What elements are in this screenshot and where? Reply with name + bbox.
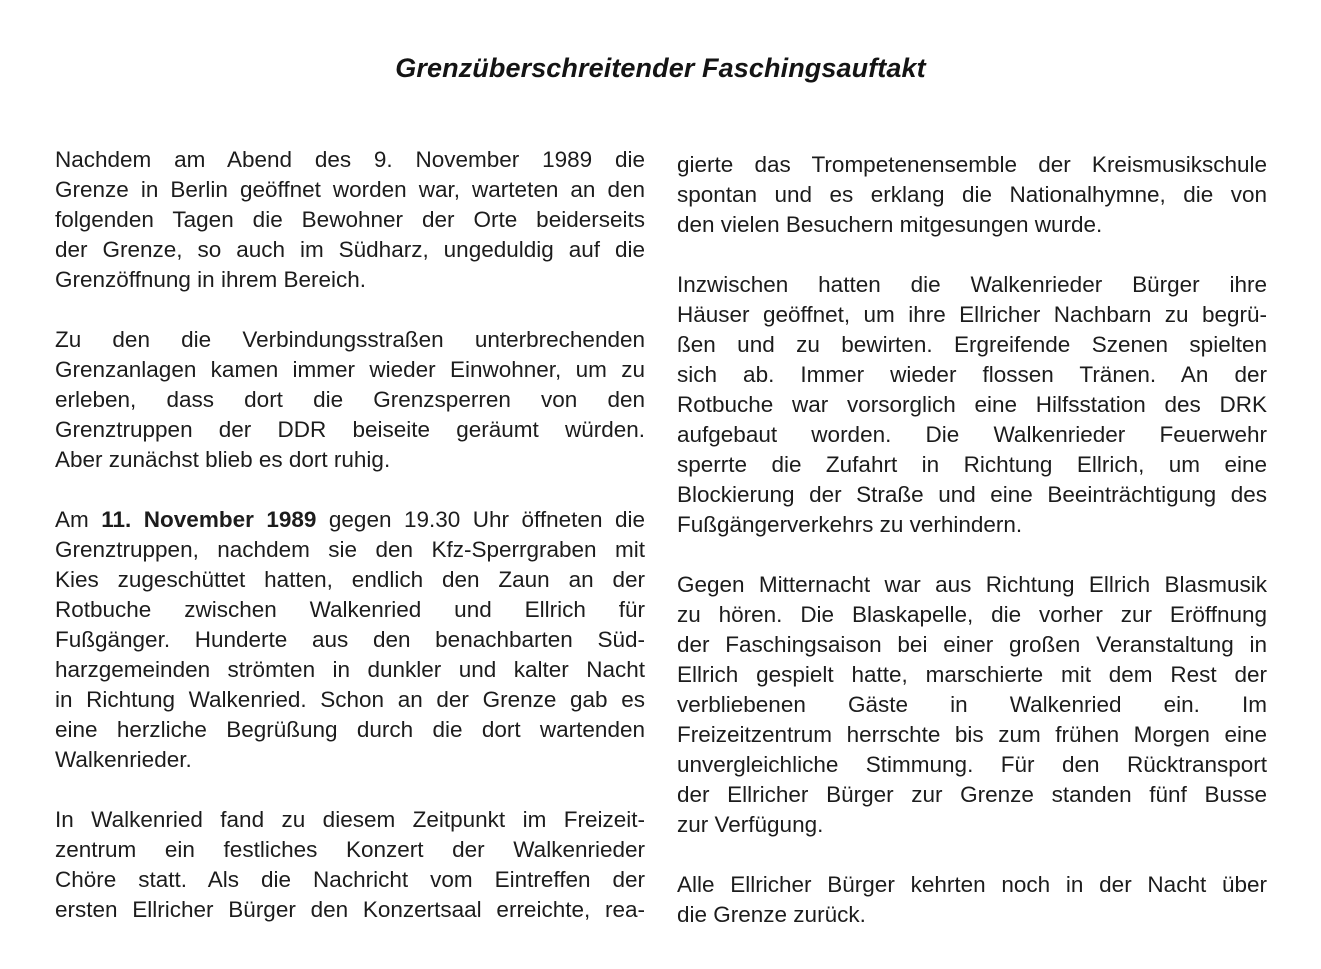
text-line: verbliebenen Gäste in Walkenried ein. Im — [677, 692, 1267, 717]
text-line: Alle Ellricher Bürger kehrten noch in der Nacht über — [677, 872, 1267, 897]
text-line: Grenze in Berlin geöffnet worden war, warteten an den — [55, 177, 645, 202]
right-column — [677, 150, 1267, 960]
text-line: Freizeitzentrum herrschte bis zum frühen Morgen eine — [677, 722, 1267, 747]
text-line: In Walkenried fand zu diesem Zeitpunkt im Freizeit- — [55, 807, 645, 832]
text-segment: Am — [55, 507, 102, 532]
text-line: Blockierung der Straße und eine Beeinträchtigung des — [677, 482, 1267, 507]
text-line: in Richtung Walkenried. Schon an der Grenze gab es — [55, 687, 645, 712]
text-line: Grenztruppen, nachdem sie den Kfz-Sperrgraben mit — [55, 537, 645, 562]
text-line: Fußgängerverkehrs zu verhindern. — [677, 512, 1023, 537]
paragraph — [55, 325, 645, 475]
text-line: Grenzöffnung in ihrem Bereich. — [55, 267, 367, 292]
text-line: Rotbuche zwischen Walkenried und Ellrich für — [55, 597, 645, 622]
text-line: zu hören. Die Blaskapelle, die vorher zur Eröffnung — [677, 602, 1267, 627]
paragraph — [55, 145, 645, 295]
text-line: der Grenze, so auch im Südharz, ungeduldig auf die — [55, 237, 645, 262]
text-line: Fußgänger. Hunderte aus den benachbarten Süd- — [55, 627, 645, 652]
text-line: zentrum ein festliches Konzert der Walkenrieder — [55, 837, 645, 862]
text-line: Walkenrieder. — [55, 747, 192, 772]
text-line: unvergleichliche Stimmung. Für den Rücktransport — [677, 752, 1267, 777]
text-line: der Ellricher Bürger zur Grenze standen fünf Busse — [677, 782, 1267, 807]
text-line: folgenden Tagen die Bewohner der Orte beiderseits — [55, 207, 645, 232]
text-line: eine herzliche Begrüßung durch die dort wartenden — [55, 717, 645, 742]
text-line: Kies zugeschüttet hatten, endlich den Zaun an der — [55, 567, 645, 592]
text-line: erleben, dass dort die Grenzsperren von den — [55, 387, 645, 412]
text-line: sich ab. Immer wieder flossen Tränen. An der — [677, 362, 1267, 387]
text-line: Inzwischen hatten die Walkenrieder Bürger ihre — [677, 272, 1267, 297]
text-line: ersten Ellricher Bürger den Konzertsaal erreichte, rea- — [55, 897, 645, 922]
text-line — [55, 505, 645, 535]
text-line: gierte das Trompetenensemble der Kreismusikschule — [677, 152, 1267, 177]
text-line: Grenzanlagen kamen immer wieder Einwohner, um zu — [55, 357, 645, 382]
text-line: Grenztruppen der DDR beiseite geräumt würden. — [55, 417, 645, 442]
text-line: zur Verfügung. — [677, 812, 824, 837]
text-line: ßen und zu bewirten. Ergreifende Szenen spielten — [677, 332, 1267, 357]
text-line: den vielen Besuchern mitgesungen wurde. — [677, 212, 1103, 237]
paragraph — [677, 870, 1267, 930]
text-line: Zu den die Verbindungsstraßen unterbrechenden — [55, 327, 645, 352]
text-line: sperrte die Zufahrt in Richtung Ellrich, um eine — [677, 452, 1267, 477]
paragraph — [677, 570, 1267, 840]
text-line: Häuser geöffnet, um ihre Ellricher Nachbarn zu begrü- — [677, 302, 1267, 327]
text-segment: gegen 19.30 Uhr öffneten die — [316, 507, 645, 532]
text-line: Rotbuche war vorsorglich eine Hilfsstation des DRK — [677, 392, 1267, 417]
text-line: spontan und es erklang die Nationalhymne, die von — [677, 182, 1267, 207]
paragraph — [55, 805, 645, 925]
date-highlight: 11. November 1989 — [101, 507, 317, 532]
text-line: die Grenze zurück. — [677, 902, 866, 927]
left-column — [55, 145, 645, 955]
text-line: aufgebaut worden. Die Walkenrieder Feuerwehr — [677, 422, 1267, 447]
text-line: Gegen Mitternacht war aus Richtung Ellrich Blasmusik — [677, 572, 1267, 597]
text-line: Aber zunächst blieb es dort ruhig. — [55, 447, 391, 472]
text-line: Chöre statt. Als die Nachricht vom Eintreffen der — [55, 867, 645, 892]
paragraph — [677, 270, 1267, 540]
text-line: Nachdem am Abend des 9. November 1989 die — [55, 147, 645, 172]
text-line: der Faschingsaison bei einer großen Veranstaltung in — [677, 632, 1267, 657]
text-line: Ellrich gespielt hatte, marschierte mit dem Rest der — [677, 662, 1267, 687]
text-line: harzgemeinden strömten in dunkler und kalter Nacht — [55, 657, 645, 682]
paragraph — [677, 150, 1267, 240]
article-title: Grenzüberschreitender Faschingsauftakt — [395, 53, 926, 83]
paragraph — [55, 505, 645, 775]
